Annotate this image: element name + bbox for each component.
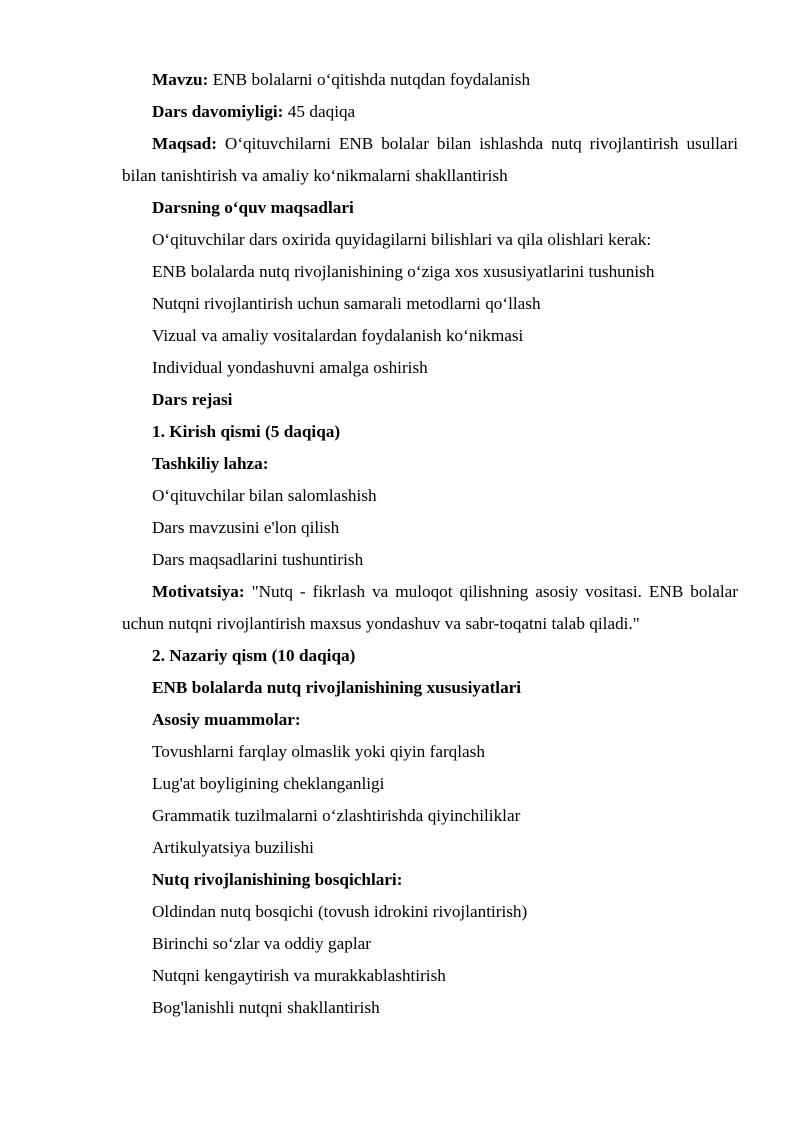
paragraph-text: Darsning oʻquv maqsadlari xyxy=(152,198,354,217)
document-paragraph xyxy=(122,928,738,960)
document-paragraph xyxy=(122,192,738,224)
paragraph-text: "Nutq - fikrlash va muloqot qilishning asosiy vositasi. ENB bolalar uchun nutqni rivojlantirish maxsus yondashuv va sabr-toqatni talab qiladi." xyxy=(122,582,738,633)
document-paragraph xyxy=(122,576,738,640)
paragraph-text: ENB bolalarni oʻqitishda nutqdan foydalanish xyxy=(208,70,531,89)
paragraph-text: Dars mavzusini e'lon qilish xyxy=(152,518,340,537)
paragraph-text: Grammatik tuzilmalarni oʻzlashtirishda qiyinchiliklar xyxy=(152,806,521,825)
document-paragraph xyxy=(122,448,738,480)
paragraph-text: Individual yondashuvni amalga oshirish xyxy=(152,358,428,377)
document-paragraph xyxy=(122,768,738,800)
document-paragraph xyxy=(122,384,738,416)
document-paragraph xyxy=(122,832,738,864)
document-paragraph xyxy=(122,224,738,256)
paragraph-text: Tashkiliy lahza: xyxy=(152,454,269,473)
document-paragraph xyxy=(122,256,738,288)
document-paragraph xyxy=(122,352,738,384)
paragraph-text: Dars maqsadlarini tushuntirish xyxy=(152,550,364,569)
paragraph-label: Maqsad: xyxy=(152,134,217,153)
document-paragraph xyxy=(122,480,738,512)
document-paragraph xyxy=(122,64,738,96)
paragraph-text: Vizual va amaliy vositalardan foydalanish koʻnikmasi xyxy=(152,326,524,345)
paragraph-label: Mavzu: xyxy=(152,70,209,89)
paragraph-text: Tovushlarni farqlay olmaslik yoki qiyin farqlash xyxy=(152,742,485,761)
document-paragraph xyxy=(122,896,738,928)
document-paragraph xyxy=(122,416,738,448)
paragraph-text: Dars rejasi xyxy=(152,390,233,409)
document-paragraph xyxy=(122,800,738,832)
document-paragraph xyxy=(122,128,738,192)
document-paragraph xyxy=(122,992,738,1024)
document-paragraph xyxy=(122,320,738,352)
paragraph-label: Motivatsiya: xyxy=(152,582,245,601)
paragraph-text: Nutq rivojlanishining bosqichlari: xyxy=(152,870,403,889)
document-paragraph xyxy=(122,672,738,704)
paragraph-text: Oʻqituvchilar bilan salomlashish xyxy=(152,486,377,505)
document-paragraph xyxy=(122,96,738,128)
paragraph-text: Lug'at boyligining cheklanganligi xyxy=(152,774,385,793)
document-paragraph xyxy=(122,864,738,896)
paragraph-text: ENB bolalarda nutq rivojlanishining oʻziga xos xususiyatlarini tushunish xyxy=(152,262,655,281)
paragraph-text: 1. Kirish qismi (5 daqiqa) xyxy=(152,422,341,441)
document-paragraph xyxy=(122,288,738,320)
paragraph-text: Asosiy muammolar: xyxy=(152,710,301,729)
document-paragraph xyxy=(122,512,738,544)
document-paragraph xyxy=(122,544,738,576)
paragraph-text: Bog'lanishli nutqni shakllantirish xyxy=(152,998,380,1017)
document-paragraph xyxy=(122,704,738,736)
document-paragraph xyxy=(122,736,738,768)
document-body xyxy=(122,64,738,1024)
paragraph-text: Oldindan nutq bosqichi (tovush idrokini rivojlantirish) xyxy=(152,902,528,921)
document-paragraph xyxy=(122,640,738,672)
paragraph-text: Oʻqituvchilar dars oxirida quyidagilarni bilishlari va qila olishlari kerak: xyxy=(152,230,652,249)
paragraph-text: 2. Nazariy qism (10 daqiqa) xyxy=(152,646,356,665)
paragraph-text: ENB bolalarda nutq rivojlanishining xususiyatlari xyxy=(152,678,522,697)
paragraph-text: 45 daqiqa xyxy=(283,102,356,121)
paragraph-label: Dars davomiyligi: xyxy=(152,102,284,121)
paragraph-text: Oʻqituvchilarni ENB bolalar bilan ishlashda nutq rivojlantirish usullari bilan tanishtirish va amaliy koʻnikmalarni shakllantirish xyxy=(122,134,738,185)
paragraph-text: Nutqni kengaytirish va murakkablashtirish xyxy=(152,966,446,985)
paragraph-text: Birinchi soʻzlar va oddiy gaplar xyxy=(152,934,371,953)
document-paragraph xyxy=(122,960,738,992)
paragraph-text: Nutqni rivojlantirish uchun samarali metodlarni qoʻllash xyxy=(152,294,541,313)
paragraph-text: Artikulyatsiya buzilishi xyxy=(152,838,314,857)
